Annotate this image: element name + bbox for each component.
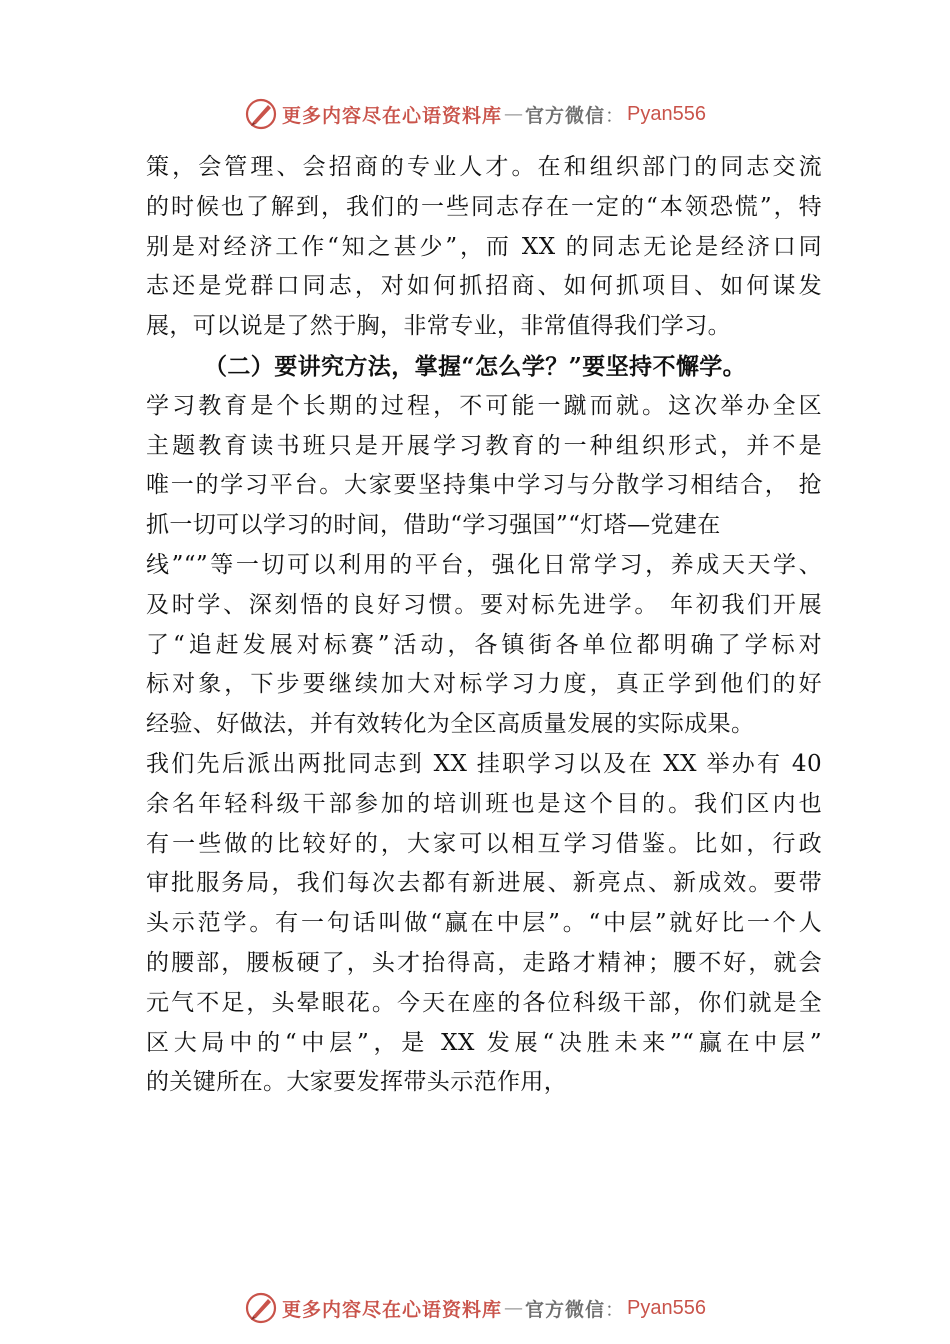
banner-wechat-id: Pyan556 xyxy=(627,1296,706,1319)
banner-main-text: 更多内容尽在心语资料库 xyxy=(281,1298,502,1321)
text-line: 线”“”等一切可以利用的平台，强化日常学习，养成天天学、 xyxy=(146,551,822,578)
text-line: 我们先后派出两批同志到 XX 挂职学习以及在 XX 举办有 40 xyxy=(146,750,822,777)
banner-separator: — xyxy=(504,1297,523,1319)
text-line: 标对象，下步要继续加大对标学习力度，真正学到他们的好 xyxy=(146,671,822,698)
text-line: 有一些做的比较好的，大家可以相互学习借鉴。比如，行政 xyxy=(146,830,822,857)
text-line: 别是对经济工作“知之甚少”，而 XX 的同志无论是经济口同 xyxy=(146,233,822,260)
banner-wechat-label: 官方微信 xyxy=(525,1298,606,1321)
pen-quill-logo-icon xyxy=(244,1291,278,1325)
banner-separator: — xyxy=(504,103,523,125)
banner-wechat-label: 官方微信 xyxy=(525,104,606,127)
text-line: 学习教育是个长期的过程，不可能一蹴而就。这次举办全区 xyxy=(146,392,822,419)
text-line: 的时候也了解到，我们的一些同志存在一定的“本领恐慌”，特 xyxy=(146,193,822,220)
pen-quill-logo-icon xyxy=(244,97,278,131)
banner-colon: ： xyxy=(605,104,625,127)
text-line: 的关键所在。大家要发挥带头示范作用， xyxy=(146,1069,568,1096)
document-body xyxy=(146,148,822,1103)
text-line: 区大局中的“中层”，是 XX 发展“决胜未来”“赢在中层” xyxy=(146,1029,822,1056)
text-line: 展，可以说是了然于胸，非常专业，非常值得我们学习。 xyxy=(146,313,731,340)
text-line: 经验、好做法，并有效转化为全区高质量发展的实际成果。 xyxy=(146,711,755,738)
footer-watermark-banner xyxy=(0,1288,950,1328)
banner-wechat-id: Pyan556 xyxy=(627,102,706,125)
text-line: 元气不足，头晕眼花。今天在座的各位科级干部，你们就是全 xyxy=(146,989,822,1016)
text-line: 审批服务局，我们每次去都有新进展、新亮点、新成效。要带 xyxy=(146,870,822,897)
banner-colon: ： xyxy=(605,1298,625,1321)
text-line: 志还是党群口同志，对如何抓招商、如何抓项目、如何谋发 xyxy=(146,273,822,300)
banner-main-text: 更多内容尽在心语资料库 xyxy=(281,104,502,127)
text-line: 及时学、深刻悟的良好习惯。要对标先进学。 年初我们开展 xyxy=(146,591,822,618)
text-line: 余名年轻科级干部参加的培训班也是这个目的。我们区内也 xyxy=(146,790,822,817)
header-watermark-banner xyxy=(0,94,950,134)
text-line: 主题教育读书班只是开展学习教育的一种组织形式，并不是 xyxy=(146,432,822,459)
text-line: 了“追赶发展对标赛”活动，各镇街各单位都明确了学标对 xyxy=(146,631,822,658)
text-line: 策，会管理、会招商的专业人才。在和组织部门的同志交流 xyxy=(146,154,822,180)
section-heading: （二）要讲究方法，掌握“怎么学？”要坚持不懈学。 xyxy=(204,352,747,380)
text-line: 的腰部，腰板硬了，头才抬得高，走路才精神；腰不好，就会 xyxy=(146,949,822,976)
text-line: 抓一切可以学习的时间，借助“学习强国”“灯塔—党建在 xyxy=(146,512,721,539)
text-line: 唯一的学习平台。大家要坚持集中学习与分散学习相结合， 抢 xyxy=(146,472,822,499)
text-line: 头示范学。有一句话叫做“赢在中层”。“中层”就好比一个人 xyxy=(146,910,822,937)
